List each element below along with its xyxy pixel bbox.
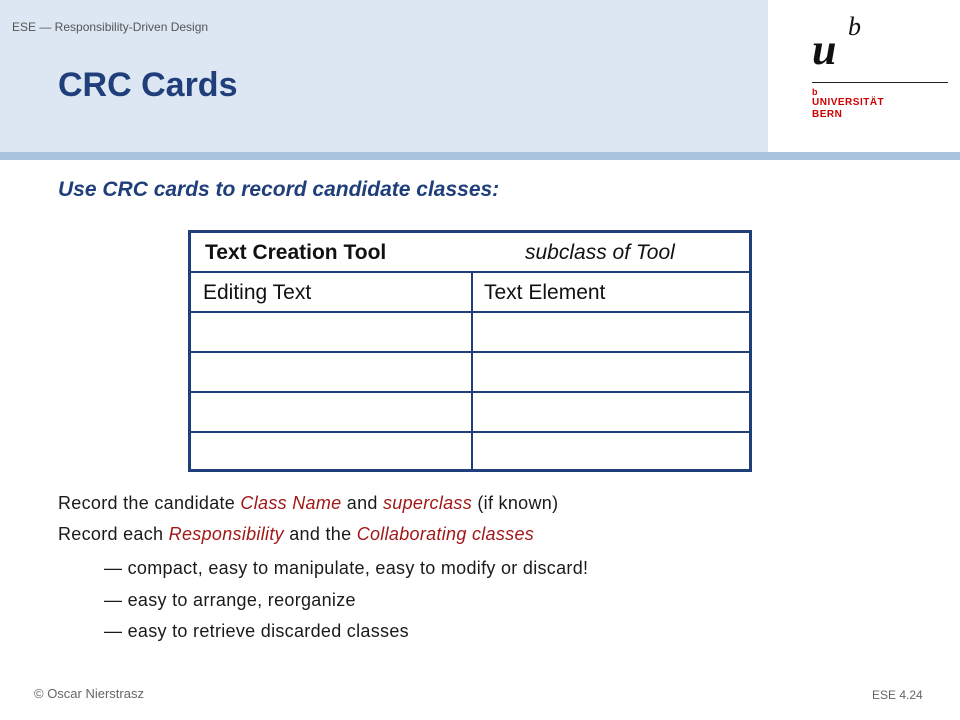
course-label: ESE — Responsibility-Driven Design bbox=[12, 20, 209, 34]
crc-class-name: Text Creation Tool bbox=[205, 241, 387, 264]
logo-letter-u: u bbox=[812, 25, 837, 74]
crc-responsibility: Editing Text bbox=[203, 281, 312, 304]
intro-heading: Use CRC cards to record candidate classes: bbox=[58, 178, 500, 201]
crc-row bbox=[191, 393, 749, 433]
crc-row bbox=[191, 273, 749, 313]
crc-row bbox=[191, 313, 749, 353]
university-logo bbox=[812, 14, 952, 124]
bullet-point: — easy to arrange, reorganize bbox=[104, 590, 356, 610]
bullet-point: — compact, easy to manipulate, easy to modify or discard! bbox=[104, 558, 589, 578]
footer-slide-number: ESE 4.24 bbox=[872, 688, 923, 702]
crc-collaborator: Text Element bbox=[484, 281, 606, 304]
highlight-collaborating-classes: Collaborating classes bbox=[356, 524, 535, 544]
bullet-point: — easy to retrieve discarded classes bbox=[104, 621, 409, 641]
body-text: and the bbox=[283, 524, 357, 544]
highlight-responsibility: Responsibility bbox=[168, 524, 284, 544]
crc-superclass: subclass of Tool bbox=[525, 241, 675, 264]
body-text: and bbox=[341, 493, 383, 513]
body-line-responsibility bbox=[58, 524, 534, 545]
header-rule bbox=[0, 152, 960, 160]
logo-letter-b: b bbox=[848, 12, 861, 41]
footer-author: © Oscar Nierstrasz bbox=[34, 686, 144, 701]
body-line-class-name bbox=[58, 493, 558, 514]
logo-small-b: b bbox=[812, 87, 818, 97]
highlight-superclass: superclass bbox=[383, 493, 473, 513]
crc-row bbox=[191, 433, 749, 473]
crc-row bbox=[191, 353, 749, 393]
body-text: (if known) bbox=[472, 493, 559, 513]
crc-card-header bbox=[191, 233, 749, 273]
highlight-class-name: Class Name bbox=[240, 493, 342, 513]
logo-bern: BERN bbox=[812, 109, 843, 120]
body-text: Record the candidate bbox=[58, 493, 241, 513]
logo-universitat: UNIVERSITÄT bbox=[812, 97, 885, 108]
slide-title: CRC Cards bbox=[58, 66, 238, 104]
logo-divider bbox=[812, 82, 948, 83]
body-text: Record each bbox=[58, 524, 169, 544]
crc-card bbox=[188, 230, 752, 472]
